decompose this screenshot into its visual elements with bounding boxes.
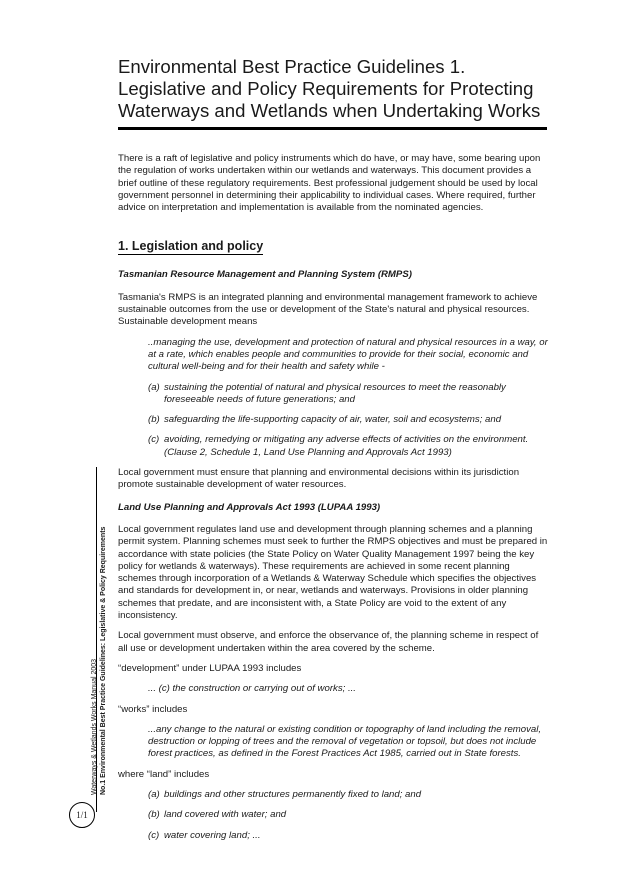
title-underline [118, 127, 547, 130]
sidebar-manual-title: Waterways & Wetlands Works Manual 2003 [91, 658, 98, 795]
list-item-label: (c) [148, 434, 160, 446]
list-item-label: (b) [148, 809, 160, 821]
section-heading: 1. Legislation and policy [118, 239, 264, 254]
list-item-label: (b) [148, 414, 160, 426]
title-line-2: Legislative and Policy Requirements for Protecting [118, 78, 534, 99]
list-item-text: water covering land; ... [164, 829, 261, 841]
list-item [148, 414, 550, 426]
title-line-3: Waterways and Wetlands when Undertaking Works [118, 100, 541, 121]
lupaa-heading: Land Use Planning and Approvals Act 1993 (LUPAA 1993) [118, 501, 381, 513]
rmps-quote: ..managing the use, development and protection of natural and physical resources in a way, or at a rate, which enables people and communities to provide for their social, economic and cultural well-being and for their health and safety while - [148, 336, 548, 373]
document-body [118, 153, 550, 850]
list-item-text: avoiding, remedying or mitigating any adverse effects of activities on the environment. (Clause 2, Schedule 1, Land Use Planning and Approvals Act 1993) [164, 434, 529, 458]
works-quote: ...any change to the natural or existing condition or topography of land including the removal, destruction or lopping of trees and the removal of vegetation or topsoil, but does not include forest practices, as defined in the Forest Practices Act 1985, carried out in State forests. [148, 723, 542, 760]
development-label: “development” under LUPAA 1993 includes [118, 662, 302, 674]
page-number-badge: 1/1 [69, 802, 95, 828]
list-item-text: safeguarding the life-supporting capacity of air, water, soil and ecosystems; and [164, 414, 502, 426]
rmps-paragraph-2: Local government must ensure that planning and environmental decisions within its jurisdiction promote sustainable development of water resources. [118, 467, 520, 491]
land-label: where “land” includes [118, 768, 210, 780]
rmps-heading: Tasmanian Resource Management and Planning System (RMPS) [118, 269, 412, 281]
rmps-paragraph-1: Tasmania's RMPS is an integrated planning and environmental management framework to achieve sustainable outcomes from the use or development of the State's natural and physical resources. Sustainable development means [118, 291, 538, 328]
sidebar-caption [90, 495, 108, 795]
document-title [118, 56, 558, 122]
list-item [148, 382, 550, 407]
list-item [148, 434, 550, 459]
intro-paragraph: There is a raft of legislative and policy instruments which do have, or may have, some bearing upon the regulation of works undertaken within our wetlands and waterways. This document provides a brief outline of these regulatory requirements. Best professional judgement should be used by local government personnel in determining their applicability to individual cases. Where required, further advice on interpretation and implementation is available from the nominated agencies. [118, 153, 541, 214]
development-quote: ... (c) the construction or carrying out of works; ... [148, 683, 356, 695]
works-label: “works” includes [118, 703, 188, 715]
list-item-text: sustaining the potential of natural and physical resources to meet the reasonably foreseeable needs of future generations; and [164, 381, 506, 405]
lupaa-paragraph-1: Local government regulates land use and development through planning schemes and a planning permit system. Planning schemes must seek to further the RMPS objectives and must be prepared in accordance with state policies (the State Policy on Water Quality Management 1997 being the key policy for wetlands & waterways). These requirements are achieved in some recent planning schemes through incorporation of a Wetlands & Waterway Schedule which specifies the objectives and standards for development in, or near, wetlands and waterways. Provisions in older planning schemes that predate, and are inconsistent with, a State Policy are void to the extent of any inconsistency. [118, 523, 548, 622]
lupaa-paragraph-2: Local government must observe, and enforce the observance of, the planning scheme in respect of all use or development undertaken within the area covered by the scheme. [118, 630, 539, 654]
sidebar-guideline-title: No.1 Environmental Best Practice Guidelines: Legislative & Policy Requirements [100, 526, 107, 795]
list-item-label: (c) [148, 829, 160, 841]
list-item-label: (a) [148, 381, 160, 393]
list-item [148, 830, 550, 842]
list-item-label: (a) [148, 788, 160, 800]
list-item-text: buildings and other structures permanently fixed to land; and [164, 788, 422, 800]
list-item [148, 789, 550, 801]
title-line-1: Environmental Best Practice Guidelines 1. [118, 56, 466, 77]
list-item-text: land covered with water; and [164, 809, 287, 821]
list-item [148, 809, 550, 821]
